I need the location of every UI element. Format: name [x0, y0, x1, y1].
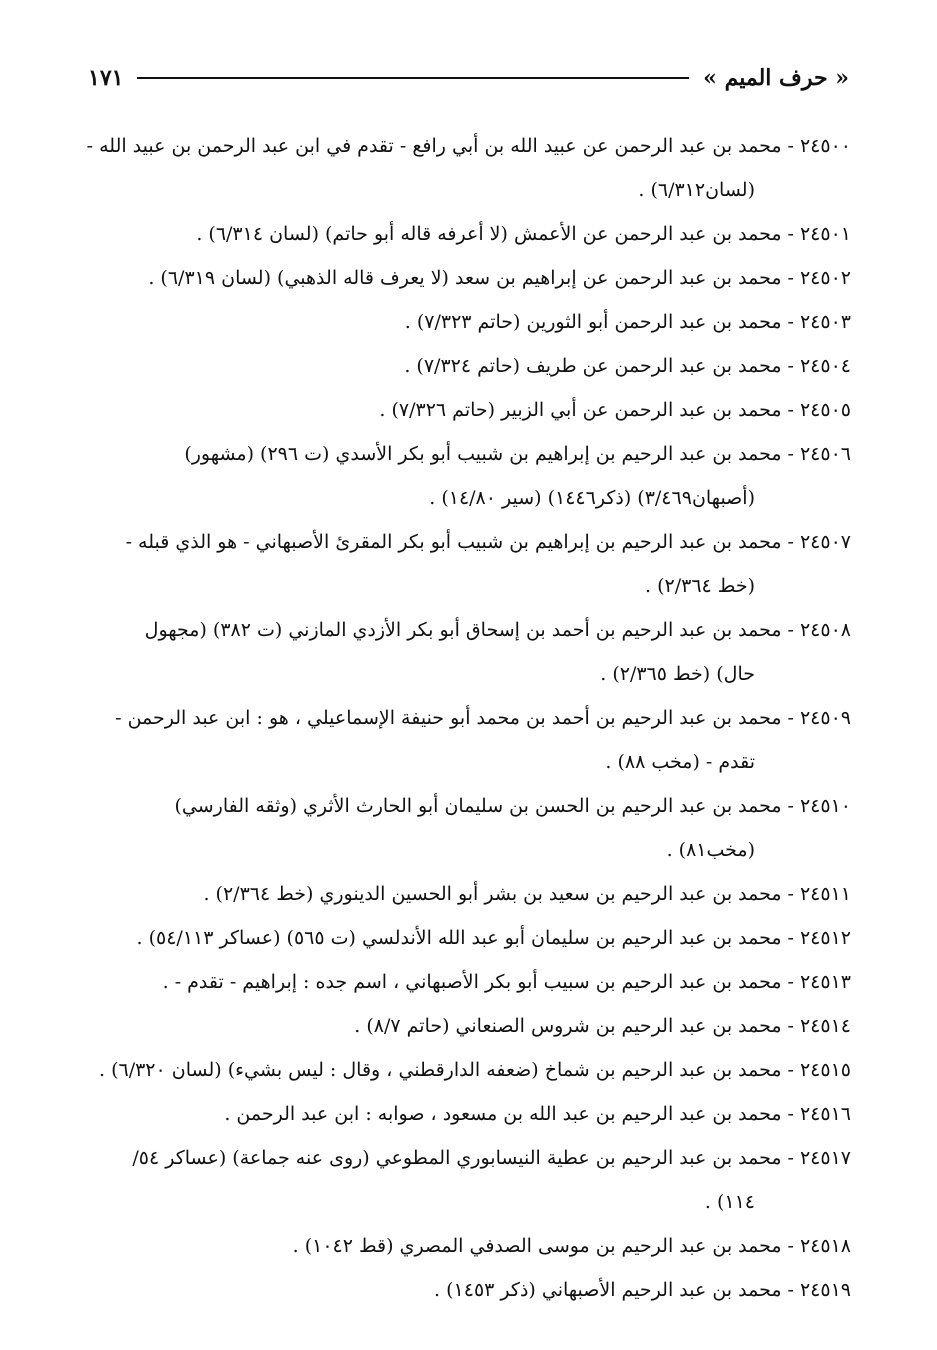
entry-number: ٢٤٥١٤	[799, 1015, 851, 1037]
entry-dash: -	[787, 1235, 794, 1257]
list-item	[82, 256, 851, 300]
entry-dash: -	[787, 267, 794, 289]
list-item	[82, 1092, 851, 1136]
list-item	[82, 388, 851, 432]
entry-number: ٢٤٥١٩	[799, 1279, 851, 1301]
entry-continuation: تقدم - (مخب ٨٨) .	[605, 751, 755, 773]
entry-text: محمد بن عبد الرحمن عن إبراهيم بن سعد (لا يعرف قاله الذهبي) (لسان ٦/٣١٩) .	[148, 267, 782, 289]
entry-list	[82, 124, 851, 1312]
entry-text: محمد بن عبد الرحيم بن أحمد بن محمد أبو حنيفة الإسماعيلي ، هو : ابن عبد الرحمن -	[115, 707, 782, 729]
entry-text: محمد بن عبد الرحيم بن شماخ (ضعفه الدارقطني ، وقال : ليس بشيء) (لسان ٦/٣٢٠) .	[98, 1059, 782, 1081]
entry-text: محمد بن عبد الرحمن عن أبي الزبير (حاتم ٧/٣٢٦) .	[379, 399, 782, 421]
list-item	[82, 696, 851, 784]
entry-number: ٢٤٥١٨	[799, 1235, 851, 1257]
entry-number: ٢٤٥٠٣	[799, 311, 851, 333]
list-item	[82, 124, 851, 212]
list-item	[82, 1224, 851, 1268]
entry-dash: -	[787, 1103, 794, 1125]
page-number: ١٧١	[88, 65, 124, 91]
entry-dash: -	[787, 1059, 794, 1081]
entry-dash: -	[787, 927, 794, 949]
list-item	[82, 872, 851, 916]
entry-text: محمد بن عبد الرحيم بن عبد الله بن مسعود ، صوابه : ابن عبد الرحمن .	[224, 1103, 782, 1125]
entry-dash: -	[787, 531, 794, 553]
entry-number: ٢٤٥٠٠	[799, 135, 851, 157]
entry-dash: -	[787, 311, 794, 333]
entry-number: ٢٤٥١٣	[799, 971, 851, 993]
entry-number: ٢٤٥٠٢	[799, 267, 851, 289]
entry-dash: -	[787, 707, 794, 729]
entry-number: ٢٤٥٠١	[799, 223, 851, 245]
list-item	[82, 784, 851, 872]
entry-number: ٢٤٥١٥	[799, 1059, 851, 1081]
entry-number: ٢٤٥٠٧	[799, 531, 851, 553]
entry-text: محمد بن عبد الرحمن عن الأعمش (لا أعرفه قاله أبو حاتم) (لسان ٦/٣١٤) .	[196, 223, 782, 245]
entry-dash: -	[787, 619, 794, 641]
entry-number: ٢٤٥١٢	[799, 927, 851, 949]
entry-continuation: (مخب٨١) .	[666, 839, 755, 861]
entry-text: محمد بن عبد الرحيم بن سليمان أبو عبد الله الأندلسي (ت ٥٦٥) (عساكر ٥٤/١١٣) .	[136, 927, 782, 949]
entry-number: ٢٤٥١١	[799, 883, 851, 905]
list-item	[82, 608, 851, 696]
page-header	[88, 58, 849, 98]
entry-text: محمد بن عبد الرحمن عن طريف (حاتم ٧/٣٢٤) .	[404, 355, 782, 377]
entry-number: ٢٤٥٠٥	[799, 399, 851, 421]
entry-continuation: حال) (خط ٢/٣٦٥) .	[600, 663, 755, 685]
entry-dash: -	[787, 399, 794, 421]
chapter-title: « حرف الميم »	[703, 65, 849, 91]
entry-dash: -	[787, 355, 794, 377]
entry-number: ٢٤٥١٧	[799, 1147, 851, 1169]
entry-continuation: (لسان٦/٣١٢) .	[638, 179, 755, 201]
list-item	[82, 916, 851, 960]
entry-text: محمد بن عبد الرحيم بن شروس الصنعاني (حاتم ٨/٧) .	[354, 1015, 782, 1037]
entry-dash: -	[787, 971, 794, 993]
entry-dash: -	[787, 223, 794, 245]
entry-dash: -	[787, 1279, 794, 1301]
entry-text: محمد بن عبد الرحيم بن عطية النيسابوري المطوعي (روى عنه جماعة) (عساكر ٥٤/	[132, 1147, 782, 1169]
entry-number: ٢٤٥١٦	[799, 1103, 851, 1125]
entry-dash: -	[787, 135, 794, 157]
list-item	[82, 1268, 851, 1312]
entry-dash: -	[787, 1147, 794, 1169]
list-item	[82, 432, 851, 520]
entry-text: محمد بن عبد الرحيم بن سبيب أبو بكر الأصبهاني ، اسم جده : إبراهيم - تقدم - .	[162, 971, 782, 993]
entry-text: محمد بن عبد الرحيم بن موسى الصدفي المصري (قط ١٠٤٢) .	[292, 1235, 782, 1257]
entry-continuation: (أصبهان٣/٤٦٩) (ذكر١٤٤٦) (سير ١٤/٨٠) .	[429, 487, 755, 509]
entry-number: ٢٤٥١٠	[799, 795, 851, 817]
list-item	[82, 1136, 851, 1224]
entry-text: محمد بن عبد الرحيم بن إبراهيم بن شبيب أبو بكر المقرئ الأصبهاني - هو الذي قبله -	[125, 531, 782, 553]
entry-number: ٢٤٥٠٤	[799, 355, 851, 377]
list-item	[82, 1004, 851, 1048]
entry-number: ٢٤٥٠٩	[799, 707, 851, 729]
entry-dash: -	[787, 795, 794, 817]
list-item	[82, 960, 851, 1004]
header-rule	[137, 77, 689, 79]
entry-text: محمد بن عبد الرحمن عن عبيد الله بن أبي رافع - تقدم في ابن عبد الرحمن بن عبيد الله -	[86, 135, 782, 157]
entry-text: محمد بن عبد الرحمن أبو الثورين (حاتم ٧/٣٢٣) .	[404, 311, 782, 333]
entry-number: ٢٤٥٠٨	[799, 619, 851, 641]
entry-continuation: ١١٤) .	[704, 1191, 755, 1213]
entry-continuation: (خط ٢/٣٦٤) .	[645, 575, 755, 597]
list-item	[82, 1048, 851, 1092]
entry-number: ٢٤٥٠٦	[799, 443, 851, 465]
entry-text: محمد بن عبد الرحيم بن سعيد بن بشر أبو الحسين الدينوري (خط ٢/٣٦٤) .	[203, 883, 782, 905]
list-item	[82, 344, 851, 388]
list-item	[82, 520, 851, 608]
entry-dash: -	[787, 443, 794, 465]
entry-text: محمد بن عبد الرحيم بن أحمد بن إسحاق أبو بكر الأزدي المازني (ت ٣٨٢) (مجهول	[144, 619, 782, 641]
entry-text: محمد بن عبد الرحيم بن الحسن بن سليمان أبو الحارث الأثري (وثقه الفارسي)	[174, 795, 782, 817]
list-item	[82, 300, 851, 344]
entry-text: محمد بن عبد الرحيم الأصبهاني (ذكر ١٤٥٣) .	[434, 1279, 782, 1301]
list-item	[82, 212, 851, 256]
entry-dash: -	[787, 883, 794, 905]
entry-text: محمد بن عبد الرحيم بن إبراهيم بن شبيب أبو بكر الأسدي (ت ٢٩٦) (مشهور)	[184, 443, 782, 465]
entry-dash: -	[787, 1015, 794, 1037]
